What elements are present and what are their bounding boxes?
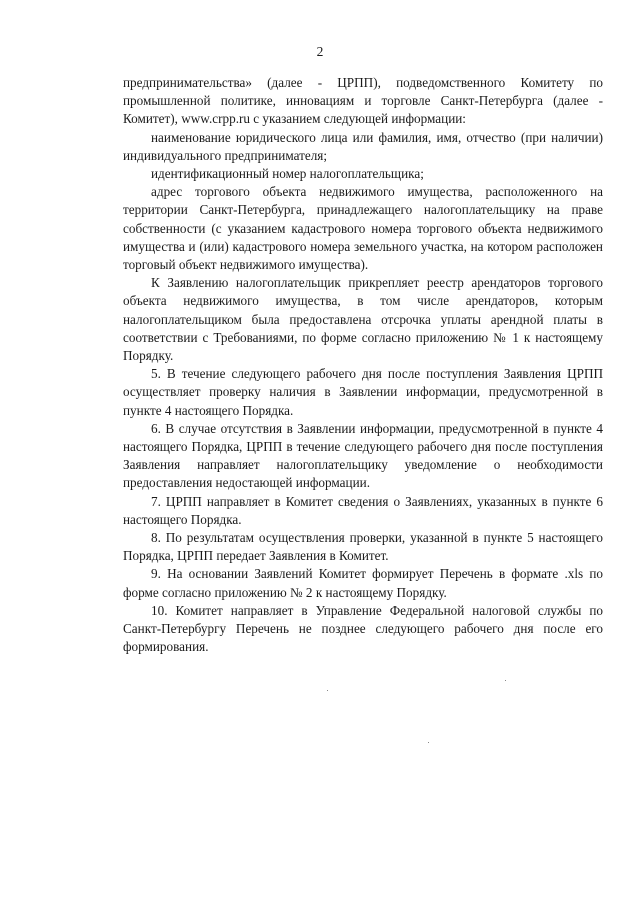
paragraph-item-10: 10. Комитет направляет в Управление Федеральной налоговой службы по Санкт-Петербургу Перечень не позднее следующего рабочего дня после его формирования. [123,602,603,655]
scan-speck [327,690,328,691]
paragraph-tax-id: идентификационный номер налогоплательщика; [151,166,424,182]
paragraph-tenant-registry: К Заявлению налогоплательщик прикрепляет реестр арендаторов торгового объекта недвижимого имущества, в том числе арендаторов, которым налогоплательщиком была предоставлена отсрочка уплаты арендной платы в соответствии с Требованиями, по форме согласно приложению № 1 к настоящему Порядку. [123,275,603,364]
paragraph-item-6: 6. В случае отсутствия в Заявлении информации, предусмотренной в пункте 4 настоящего Порядка, ЦРПП в течение следующего рабочего дня после поступления Заявления направляет налогоплательщику уведомление о необходимости предоставления недостающей информации. [123,420,603,491]
document-body [123,74,603,657]
scan-speck [428,742,429,743]
paragraph-item-9: 9. На основании Заявлений Комитет формирует Перечень в формате .xls по форме согласно приложению № 2 к настоящему Порядку. [123,566,603,600]
paragraph-item-7: 7. ЦРПП направляет в Комитет сведения о Заявлениях, указанных в пункте 6 настоящего Порядка. [123,493,603,527]
page-number: 2 [316,44,324,59]
paragraph-entity-name: наименование юридического лица или фамилия, имя, отчество (при наличии) индивидуального предпринимателя; [123,129,603,163]
paragraph-address: адрес торгового объекта недвижимого имущества, расположенного на территории Санкт-Петербурга, принадлежащего налогоплательщику на праве собственности (с указанием кадастрового номера торгового объекта недвижимого имущества и (или) кадастрового номера земельного участка, на котором расположен торговый объект недвижимого имущества). [123,184,603,273]
paragraph-continuation: предпринимательства» (далее - ЦРПП), подведомственного Комитету по промышленной политике, инновациям и торговле Санкт-Петербурга (далее - Комитет), www.crpp.ru с указанием следующей информации: [123,75,603,127]
paragraph-item-8: 8. По результатам осуществления проверки, указанной в пункте 5 настоящего Порядка, ЦРПП передает Заявления в Комитет. [123,530,603,564]
paragraph-item-5: 5. В течение следующего рабочего дня после поступления Заявления ЦРПП осуществляет проверку наличия в Заявлении информации, предусмотренной в пункте 4 настоящего Порядка. [123,366,603,418]
scan-speck [505,680,506,681]
